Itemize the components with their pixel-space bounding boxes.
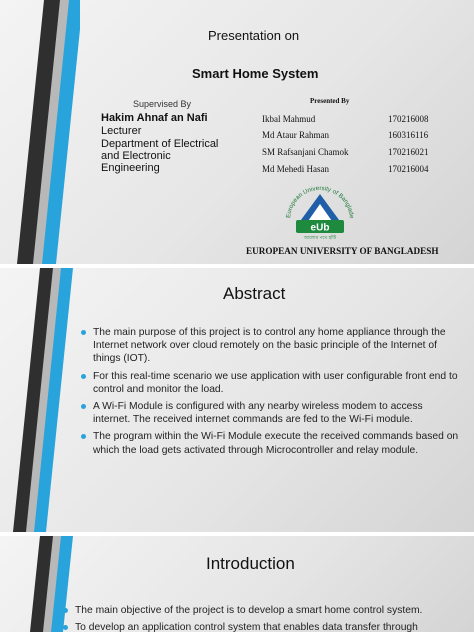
title-slide <box>0 0 474 264</box>
supervisor-position: Lecturer <box>101 125 142 137</box>
presenter-name: Md Ataur Rahman <box>262 130 329 140</box>
presenter-name: Md Mehedi Hasan <box>262 164 329 174</box>
bullet-item: To develop an application control system that enables data transfer through <box>63 621 473 632</box>
supervisor-department-line3: Engineering <box>101 162 160 174</box>
decorative-stripes <box>0 0 80 264</box>
bullet-item: The main purpose of this project is to control any home appliance through the Internet network over cloud remotely on the basic principle of the Internet of things (IOT). <box>81 326 459 366</box>
presentation-title: Smart Home System <box>192 66 319 81</box>
presentation-on-heading: Presentation on <box>208 28 300 43</box>
abstract-bullets <box>81 326 459 461</box>
presenter-id: 170216008 <box>388 114 429 124</box>
svg-text:European University of Banglad: European University of Banglade <box>285 184 355 219</box>
bullet-item: The program within the Wi-Fi Module execute the received commands based on which the load gets activated through Microcontroller and relay module. <box>81 430 459 456</box>
decorative-stripes <box>0 268 80 532</box>
university-logo <box>282 180 358 242</box>
presenter-name: SM Rafsanjani Chamok <box>262 147 349 157</box>
presenter-id: 160316116 <box>388 130 429 140</box>
svg-text:আলোর পথে হাঁটি: আলোর পথে হাঁটি <box>303 236 337 241</box>
supervisor-department-line1: Department of Electrical <box>101 138 219 150</box>
bullet-item: The main objective of the project is to develop a smart home control system. <box>63 604 473 617</box>
supervisor-department-line2: and Electronic <box>101 150 171 162</box>
university-name: EUROPEAN UNIVERSITY OF BANGLADESH <box>246 246 439 256</box>
abstract-slide <box>0 268 474 532</box>
presenter-name: Ikbal Mahmud <box>262 114 316 124</box>
introduction-bullets <box>63 604 473 632</box>
svg-text:eUb: eUb <box>310 222 330 234</box>
slide-title: Introduction <box>206 554 295 573</box>
supervisor-name: Hakim Ahnaf an Nafi <box>101 112 208 124</box>
supervised-by-label: Supervised By <box>133 99 192 109</box>
bullet-item: For this real-time scenario we use application with user configurable front end to control and monitor the load. <box>81 370 459 396</box>
presenter-id: 170216021 <box>388 147 429 157</box>
bullet-item: A Wi-Fi Module is configured with any nearby wireless modem to access internet. The received internet commands are fed to the Wi-Fi module. <box>81 400 459 426</box>
introduction-slide <box>0 536 474 632</box>
presented-by-label: Presented By <box>310 97 350 105</box>
slide-title: Abstract <box>223 284 286 303</box>
presenter-id: 170216004 <box>388 164 429 174</box>
